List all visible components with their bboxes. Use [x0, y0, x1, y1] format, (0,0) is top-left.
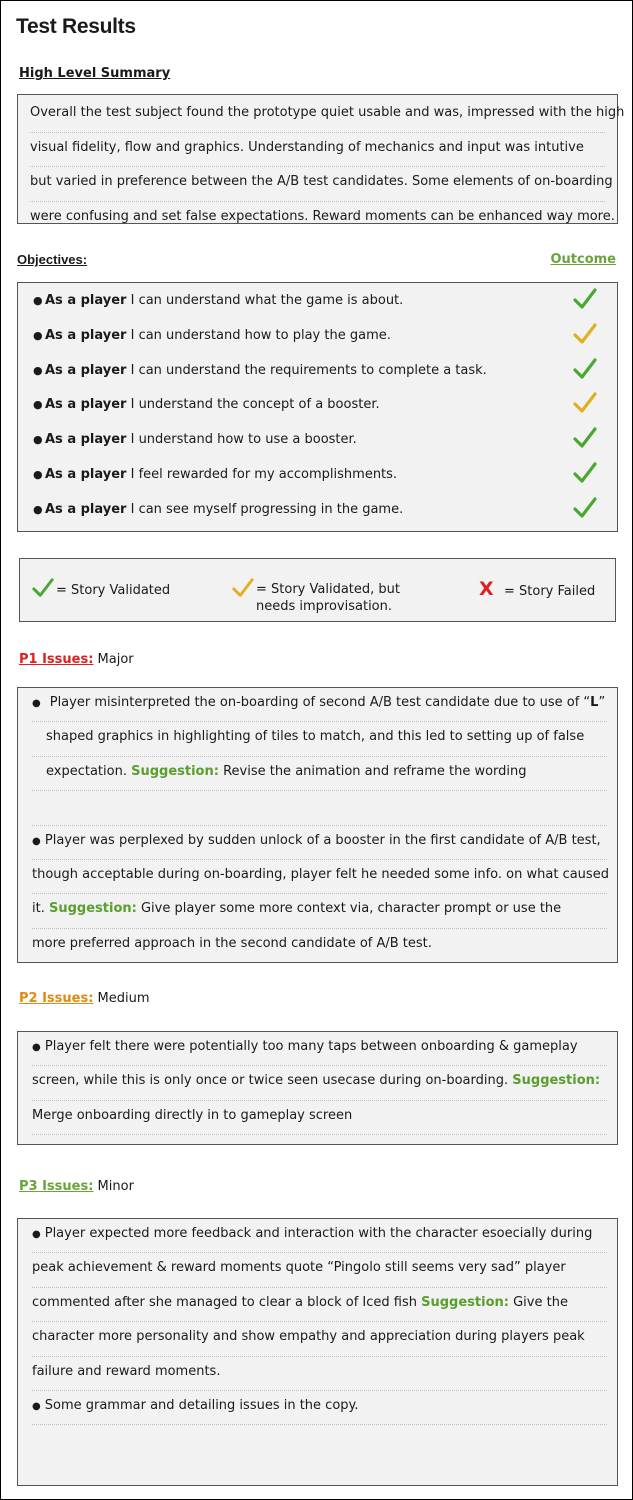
- objective-text: I can understand how to play the game.: [126, 327, 391, 343]
- objective-item: [30, 424, 607, 459]
- summary-line: but varied in preference between the A/B test candidates. Some elements of on-boarding: [30, 167, 605, 202]
- p2-label: P2 Issues:: [19, 991, 94, 1006]
- suggestion-label: Suggestion:: [421, 1294, 509, 1310]
- summary-box: [17, 94, 625, 224]
- page-title: Test Results: [16, 15, 136, 38]
- objective-item: [30, 285, 607, 320]
- bullet-icon: ●: [33, 363, 43, 377]
- legend-validated: = Story Validated: [56, 583, 171, 598]
- issue-line: shaped graphics in highlighting of tiles to match, and this led to setting up of false: [32, 722, 607, 756]
- legend-failed: = Story Failed: [504, 584, 596, 599]
- issue-line: more preferred approach in the second candidate of A/B test.: [32, 935, 432, 951]
- bullet-icon: ●: [33, 433, 43, 447]
- objective-prefix: As a player: [45, 432, 127, 448]
- p1-issues-heading: [19, 652, 134, 667]
- legend-needs-improvisation: [256, 581, 400, 615]
- objective-text: I understand the concept of a booster.: [126, 397, 380, 413]
- issue-line: ● Player misinterpreted the on-boarding of second A/B test candidate due to use of “L”: [32, 688, 607, 722]
- checkmark-icon: [573, 461, 597, 485]
- issue-line: though acceptable during on-boarding, player felt he needed some info. on what caused: [32, 860, 607, 894]
- bullet-icon: ●: [32, 698, 41, 709]
- bullet-icon: ●: [33, 328, 43, 342]
- objective-text: I can understand the requirements to complete a task.: [126, 362, 487, 378]
- checkmark-icon: [32, 577, 54, 599]
- issue-line: ● Some grammar and detailing issues in the copy.: [32, 1391, 607, 1425]
- issue-line: character more personality and show empathy and appreciation during players peak: [32, 1322, 607, 1356]
- checkmark-icon: [573, 391, 597, 415]
- cross-icon: X: [479, 578, 494, 600]
- issue-line: Merge onboarding directly in to gameplay screen: [32, 1101, 607, 1135]
- bullet-icon: ●: [33, 294, 43, 307]
- issue-line-blank: [32, 1425, 607, 1459]
- issue-line-blank: [32, 791, 607, 825]
- checkmark-icon: [573, 426, 597, 450]
- suggestion-label: Suggestion:: [131, 763, 219, 779]
- legend-needs-line2: needs improvisation.: [256, 599, 393, 614]
- issue-line: ● Player was perplexed by sudden unlock of a booster in the first candidate of A/B test,: [32, 826, 607, 860]
- objective-text: I feel rewarded for my accomplishments.: [126, 466, 398, 482]
- summary-line: visual fidelity, flow and graphics. Understanding of mechanics and input was intutive: [30, 133, 605, 168]
- bullet-icon: ●: [33, 398, 43, 412]
- p3-label: P3 Issues:: [19, 1179, 94, 1194]
- p1-label: P1 Issues:: [19, 652, 94, 667]
- legend-needs-line1: = Story Validated, but: [256, 582, 400, 597]
- objective-item: [30, 459, 607, 494]
- checkmark-icon: [232, 577, 254, 599]
- summary-heading: High Level Summary: [19, 66, 171, 81]
- issue-line: peak achievement & reward moments quote “Pingolo still seems very sad” player: [32, 1253, 607, 1287]
- bullet-icon: ●: [32, 1042, 41, 1053]
- objective-item: [30, 389, 607, 424]
- bullet-icon: ●: [32, 1229, 41, 1240]
- p1-issues-box: [17, 687, 618, 963]
- p3-severity: Minor: [93, 1179, 134, 1194]
- checkmark-icon: [573, 287, 597, 311]
- objective-prefix: As a player: [45, 466, 127, 482]
- objective-text: I can understand what the game is about.: [126, 293, 404, 308]
- objective-item: [30, 320, 607, 355]
- objectives-heading: Objectives:: [17, 252, 88, 267]
- bullet-icon: ●: [32, 1400, 41, 1412]
- issue-line: ● Player felt there were potentially too many taps between onboarding & gameplay: [32, 1032, 607, 1066]
- checkmark-icon: [573, 357, 597, 381]
- objective-prefix: As a player: [45, 327, 127, 343]
- issue-line: commented after she managed to clear a block of Iced fish Suggestion: Give the: [32, 1288, 607, 1322]
- p1-severity: Major: [93, 652, 134, 667]
- objective-text: I understand how to use a booster.: [126, 432, 357, 448]
- issue-line: ● Player expected more feedback and interaction with the character esoecially during: [32, 1219, 607, 1253]
- summary-line: were confusing and set false expectations. Reward moments can be enhanced way more.: [30, 208, 615, 224]
- issue-line: it. Suggestion: Give player some more context via, character prompt or use the: [32, 894, 607, 928]
- p2-severity: Medium: [93, 991, 150, 1006]
- suggestion-label: Suggestion:: [512, 1073, 601, 1089]
- objectives-list: [17, 282, 618, 532]
- issue-line: screen, while this is only once or twice seen usecase during on-boarding. Suggestion:: [32, 1066, 607, 1100]
- p2-issues-heading: [19, 991, 150, 1006]
- summary-line: Overall the test subject found the prototype quiet usable and was, impressed with the high: [30, 98, 605, 133]
- objective-item: [30, 494, 607, 529]
- suggestion-label: Suggestion:: [48, 901, 137, 917]
- bullet-icon: ●: [32, 835, 41, 847]
- outcome-legend: [19, 558, 616, 622]
- p3-issues-heading: [19, 1179, 134, 1194]
- checkmark-icon: [573, 322, 597, 346]
- bullet-icon: ●: [33, 467, 43, 481]
- p3-issues-box: [17, 1218, 618, 1486]
- objective-prefix: As a player: [45, 362, 127, 378]
- objective-prefix: As a player: [45, 293, 127, 308]
- objective-item: [30, 355, 607, 390]
- checkmark-icon: [573, 496, 597, 520]
- issue-line: failure and reward moments.: [32, 1357, 607, 1391]
- bullet-icon: ●: [33, 502, 43, 516]
- outcome-heading: Outcome: [550, 252, 616, 267]
- issue-line: expectation. Suggestion: Revise the animation and reframe the wording: [32, 757, 607, 791]
- objective-text: I can see myself progressing in the game.: [126, 501, 404, 517]
- objective-prefix: As a player: [45, 501, 127, 517]
- objective-prefix: As a player: [45, 397, 127, 413]
- p2-issues-box: [17, 1031, 618, 1145]
